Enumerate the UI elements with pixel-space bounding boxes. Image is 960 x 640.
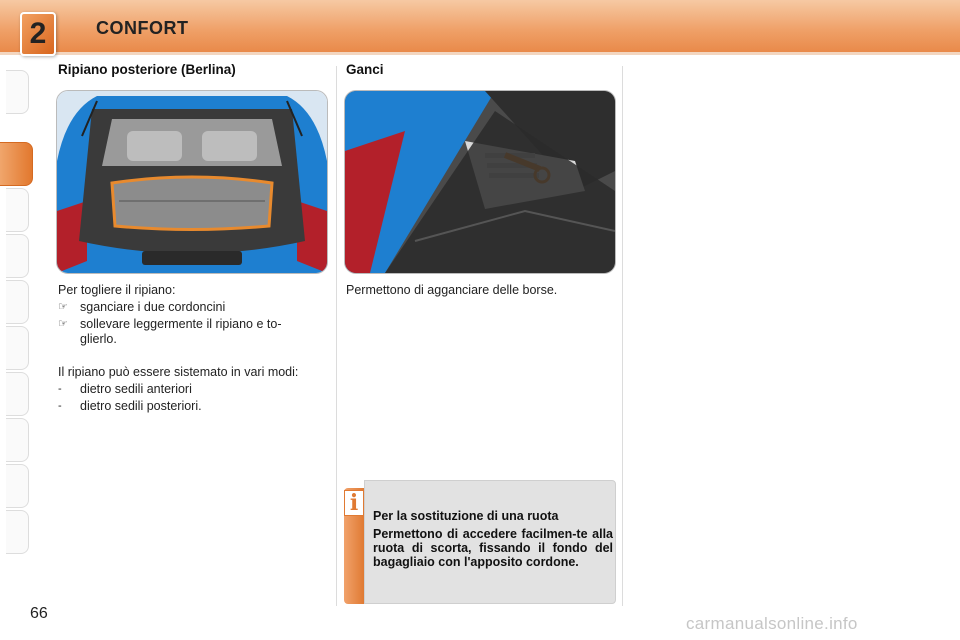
- rear-shelf-option-1: dietro sedili anteriori: [80, 382, 192, 396]
- rear-shelf-illustration: [56, 90, 328, 274]
- section-heading-rear-shelf: Ripiano posteriore (Berlina): [58, 62, 236, 77]
- hooks-illustration-drawing: [345, 91, 615, 273]
- rear-shelf-step-1: sganciare i due cordoncini: [80, 300, 226, 314]
- chapter-tab[interactable]: [6, 372, 29, 416]
- rear-shelf-step-2: sollevare leggermente il ripiano e to- glierlo.: [80, 317, 282, 346]
- hooks-description: Permettono di agganciare delle borse.: [346, 283, 558, 297]
- dash-bullet: -: [58, 400, 62, 412]
- info-box: [344, 480, 615, 604]
- column-divider: [622, 66, 623, 606]
- chapter-tab[interactable]: [6, 326, 29, 370]
- chapter-tab[interactable]: [6, 280, 29, 324]
- chapter-tab[interactable]: [6, 418, 29, 462]
- rear-shelf-option-2: dietro sedili posteriori.: [80, 399, 202, 413]
- info-box-text: Permettono di accedere facilmen-te alla ruota di scorta, fissando il fondo del bagagliaio con l'apposito cordone.: [373, 527, 613, 569]
- hand-pointer-icon: ☞: [58, 301, 68, 313]
- rear-shelf-illustration-drawing: [57, 91, 327, 273]
- info-icon: i: [344, 490, 364, 516]
- chapter-title: CONFORT: [96, 18, 189, 38]
- info-box-panel: [364, 480, 616, 604]
- chapter-number-badge: 2: [20, 12, 56, 56]
- hooks-illustration: [344, 90, 616, 274]
- rear-shelf-instructions: [58, 283, 328, 416]
- list-item: [58, 300, 328, 315]
- rear-shelf-intro: Per togliere il ripiano:: [58, 283, 176, 297]
- rear-shelf-paragraph: Il ripiano può essere sistemato in vari modi:: [58, 365, 299, 379]
- chapter-tab[interactable]: [6, 234, 29, 278]
- chapter-tab[interactable]: [6, 510, 29, 554]
- header-shadow: [0, 52, 960, 55]
- chapter-tab[interactable]: [6, 464, 29, 508]
- watermark: carmanualsonline.info: [686, 614, 858, 633]
- hand-pointer-icon: ☞: [58, 318, 68, 330]
- list-item: [58, 382, 328, 397]
- chapter-tab[interactable]: [6, 70, 29, 114]
- chapter-tab-active[interactable]: [0, 142, 33, 186]
- column-divider: [336, 66, 337, 606]
- dash-bullet: -: [58, 383, 62, 395]
- section-heading-hooks: Ganci: [346, 62, 384, 77]
- info-box-title: Per la sostituzione di una ruota: [373, 509, 559, 523]
- list-item: [58, 317, 328, 347]
- list-item: [58, 399, 328, 414]
- chapter-tab-strip: [0, 70, 32, 580]
- page-number: 66: [30, 605, 48, 622]
- chapter-tab[interactable]: [6, 188, 29, 232]
